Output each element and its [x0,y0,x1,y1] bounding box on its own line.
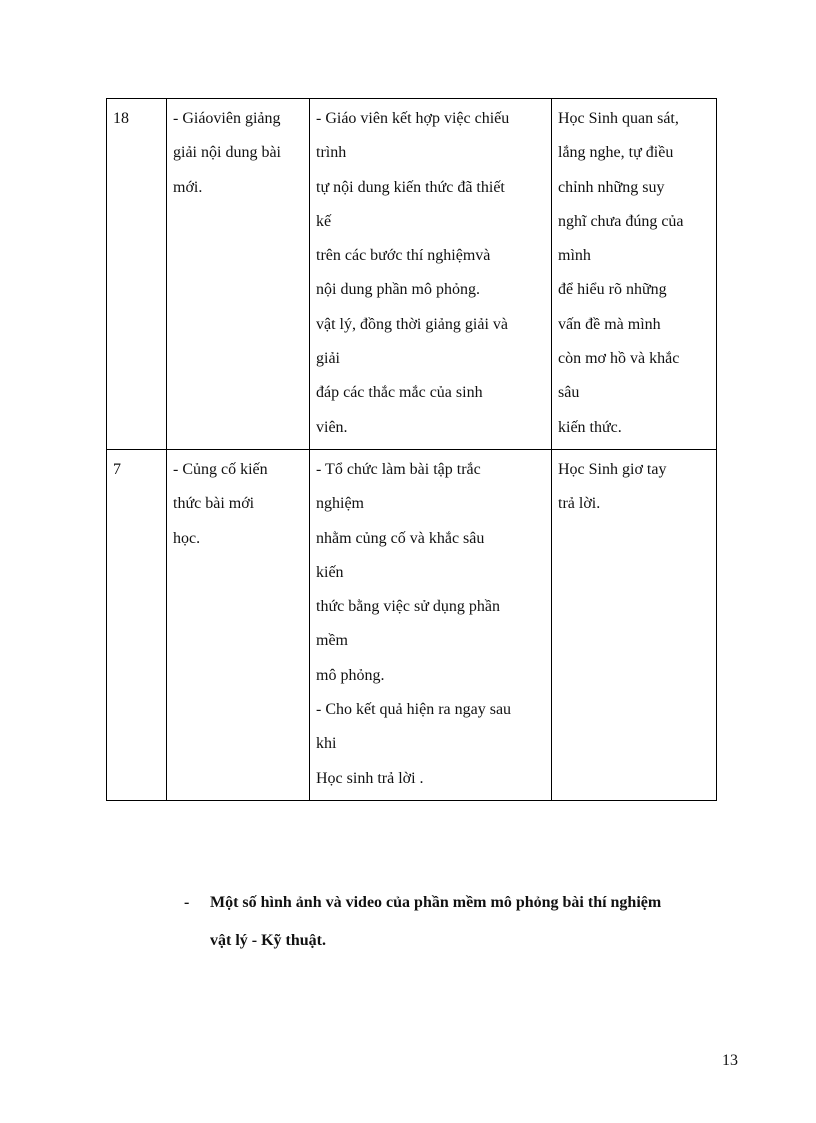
teacher-activity-line: trên các bước thí nghiệmvà [316,247,491,265]
student-activity-line: còn mơ hồ và khắc [558,350,680,368]
student-activity-line: nghĩ chưa đúng của [558,212,684,230]
student-activity-line: Học Sinh quan sát, [558,110,679,127]
teacher-activity-line: đáp các thắc mắc của sinh [316,384,483,402]
teacher-activity-cell [310,99,552,450]
teacher-activity-line: trình [316,144,347,162]
teacher-activity-line: - Cho kết quả hiện ra ngay sau [316,701,512,719]
time-cell [107,449,167,800]
teacher-activity-line: vật lý, đồng thời giảng giải và [316,315,508,333]
teacher-activity-line: viên. [316,418,348,436]
time-text: 7 [113,460,121,478]
student-activity-cell [552,99,717,450]
teacher-activity-line: tự nội dung kiến thức đã thiết [316,178,505,196]
teacher-activity-line: mềm [316,632,348,650]
teacher-activity-line: kế [316,212,332,230]
lesson-plan-table [106,98,717,801]
teacher-activity-line: khi [316,735,337,753]
student-activity-line: chỉnh những suy [558,178,665,196]
bullet-dash: - [184,894,190,911]
content-line: thức bài mới [173,495,255,513]
page-number: 13 [722,1052,738,1069]
table-row [107,99,717,450]
content-line: mới. [173,178,203,196]
teacher-activity-line: nội dung phần mô phỏng. [316,281,480,299]
teacher-activity-line: nghiệm [316,495,364,513]
student-activity-line: vấn đề mà mình [558,315,661,333]
teacher-activity-line: - Tổ chức làm bài tập trắc [316,460,481,478]
teacher-activity-line: kiến [316,563,344,581]
student-activity-line: lắng nghe, tự điều [558,144,674,162]
student-activity-line: Học Sinh giơ tay [558,460,667,478]
student-activity-line: kiến thức. [558,418,622,436]
student-activity-cell [552,449,717,800]
teacher-activity-line: giải [316,350,340,368]
bullet-line: Một số hình ảnh và video của phần mềm mô phỏng bài thí nghiệm [210,894,662,911]
table-row [107,449,717,800]
teacher-activity-line: - Giáo viên kết hợp việc chiếu [316,110,510,127]
bullet-text [210,884,760,960]
teacher-activity-line: mô phỏng. [316,666,385,684]
content-cell [167,449,310,800]
teacher-activity-cell [310,449,552,800]
teacher-activity-line: nhằm củng cố và khắc sâu [316,529,485,547]
bullet-line: vật lý - Kỹ thuật. [210,932,326,949]
teacher-activity-line: thức bằng việc sử dụng phần [316,598,500,616]
student-activity-line: để hiểu rõ những [558,281,667,299]
teacher-activity-line: Học sinh trả lời . [316,769,424,787]
content-line: giải nội dung bài [173,144,281,162]
content-line: - Giáoviên giảng [173,110,281,127]
time-text: 18 [113,110,129,127]
content-line: - Củng cố kiến [173,460,268,478]
content-line: học. [173,529,201,547]
student-activity-line: trả lời. [558,495,601,513]
table-body [107,99,717,801]
time-cell [107,99,167,450]
content-cell [167,99,310,450]
student-activity-line: mình [558,247,591,265]
student-activity-line: sâu [558,384,580,402]
